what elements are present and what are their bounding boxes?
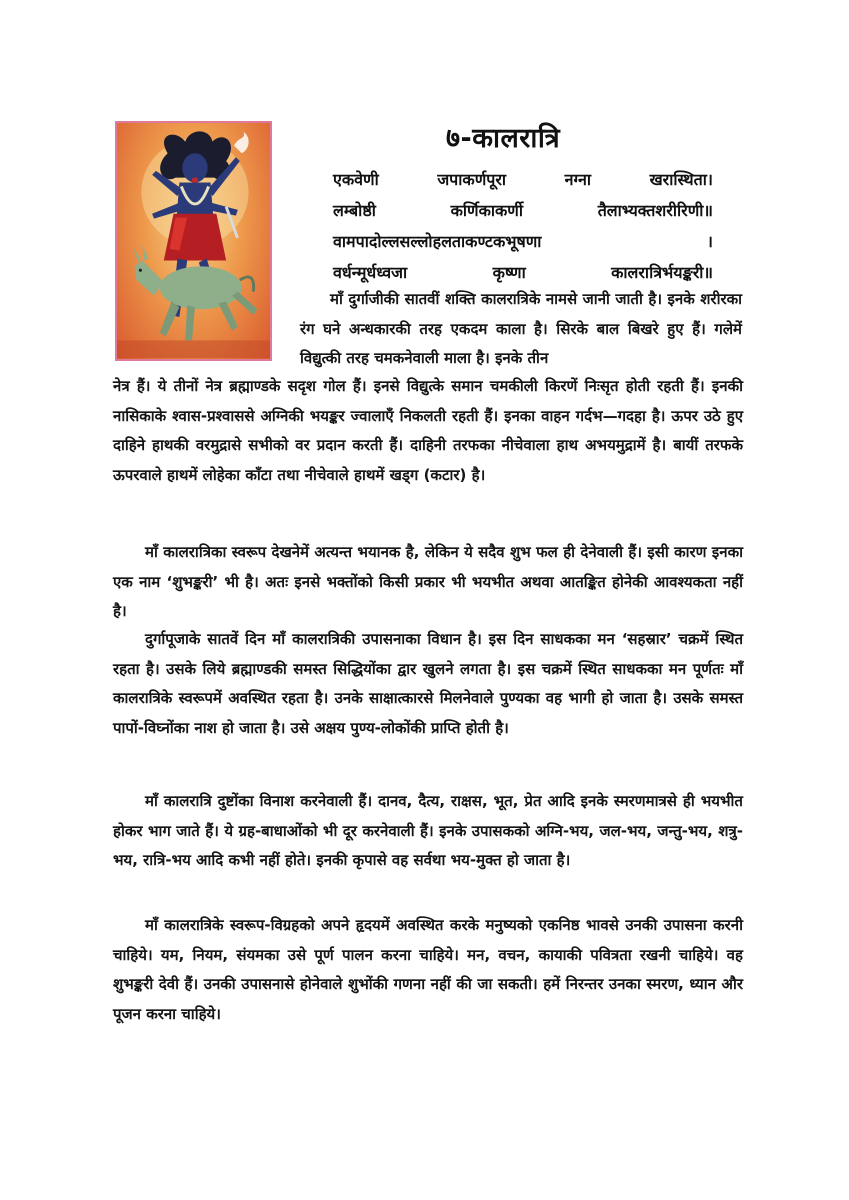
paragraph-1-intro: माँ दुर्गाजीकी सातवीं शक्ति कालरात्रिके नामसे जानी जाती है। इनके शरीरका रंग घने अन्धकारकी तरह एकदम काला है। सिरके बाल बिखरे हुए हैं। गलेमें विद्युत्की तरह चमकनेवाली माला है। इनके तीन [300,290,742,367]
shloka-word: कालरात्रिर्भयङ्करी॥ [611,263,713,282]
shloka-verse [333,164,713,288]
shloka-line-3 [333,226,713,257]
shloka-word: कर्णिकाकर्णी [450,201,524,220]
shloka-word: वर्धन्मूर्धध्वजा [333,263,408,282]
paragraph-5: माँ कालरात्रिके स्वरूप-विग्रहको अपने हृदयमें अवस्थित करके मनुष्यको एकनिष्ठ भावसे उनकी उपासना करनी चाहिये। यम, नियम, संयमका उसे पूर्ण पालन करना चाहिये। मन, वचन, कायाकी पवित्रता रखनी चाहिये। वह शुभङ्करी देवी हैं। उनकी उपासनासे होनेवाले शुभोंकी गणना नहीं की जा सकती। हमें निरन्तर उनका स्मरण, ध्यान और पूजन करना चाहिये। [113,916,743,1023]
shloka-word: कृष्णा [492,263,526,282]
shloka-line-1 [333,164,713,195]
shloka-word: । [706,232,713,251]
shloka-word: खरास्थिता। [649,170,713,189]
paragraph-1-continued: नेत्र हैं। ये तीनों नेत्र ब्रह्माण्डके सदृश गोल हैं। इनसे विद्युत्के समान चमकीली किरणें निःसृत होती रहती हैं। इनकी नासिकाके श्वास-प्रश्वाससे अग्निकी भयङ्कर ज्वालाएँ निकलती रहती हैं। इनका वाहन गर्दभ—गदहा है। ऊपर उठे हुए दाहिने हाथकी वरमुद्रासे सभीको वर प्रदान करती हैं। दाहिनी तरफका नीचेवाला हाथ अभयमुद्रामें है। बायीं तरफके ऊपरवाले हाथमें लोहेका काँटा तथा नीचेवाले हाथमें खड्ग (कटार) है। [113,377,743,484]
shloka-word: लम्बोष्ठी [333,201,376,220]
shloka-word: वामपादोल्लसल्लोहलताकण्टकभूषणा [333,232,542,251]
shloka-line-4 [333,257,713,288]
kalaratri-illustration [115,121,272,361]
paragraph-3: दुर्गापूजाके सातवें दिन माँ कालरात्रिकी उपासनाका विधान है। इस दिन साधकका मन ‘सहस्रार’ चक्रमें स्थित रहता है। उसके लिये ब्रह्माण्डकी समस्त सिद्धियोंका द्वार खुलने लगता है। इस चक्रमें स्थित साधकका मन पूर्णतः माँ कालरात्रिके स्वरूपमें अवस्थित रहता है। उनके साक्षात्कारसे मिलनेवाले पुण्यका वह भागी हो जाता है। उसके समस्त पापों-विघ्नोंका नाश हो जाता है। उसे अक्षय पुण्य-लोकोंकी प्राप्ति होती है। [113,630,743,737]
page-title: ७-कालरात्रि [446,123,561,154]
goddess-on-donkey-icon [117,123,270,359]
shloka-word: नग्ना [564,170,592,189]
shloka-word: एकवेणी [333,170,379,189]
shloka-word: तैलाभ्यक्तशरीरिणी॥ [597,201,713,220]
shloka-word: जपाकर्णपूरा [437,170,507,189]
paragraph-4: माँ कालरात्रि दुष्टोंका विनाश करनेवाली हैं। दानव, दैत्य, राक्षस, भूत, प्रेत आदि इनके स्मरणमात्रसे ही भयभीत होकर भाग जाते हैं। ये ग्रह-बाधाओंको भी दूर करनेवाली हैं। इनके उपासकको अग्नि-भय, जल-भय, जन्तु-भय, शत्रु-भय, रात्रि-भय आदि कभी नहीं होते। इनकी कृपासे वह सर्वथा भय-मुक्त हो जाता है। [113,792,743,869]
paragraph-2: माँ कालरात्रिका स्वरूप देखनेमें अत्यन्त भयानक है, लेकिन ये सदैव शुभ फल ही देनेवाली हैं। इसी कारण इनका एक नाम ‘शुभङ्करी’ भी है। अतः इनसे भक्तोंको किसी प्रकार भी भयभीत अथवा आतङ्कित होनेकी आवश्यकता नहीं है। [113,543,743,620]
shloka-line-2 [333,195,713,226]
